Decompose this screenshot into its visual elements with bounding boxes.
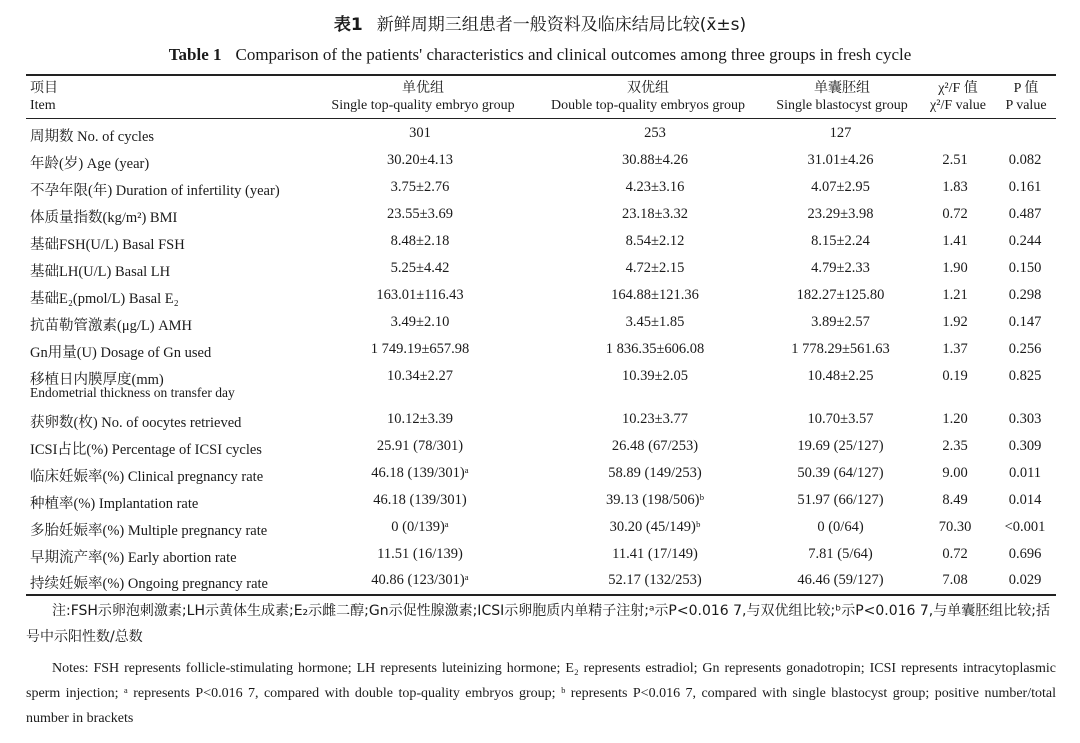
row-p: 0.011 xyxy=(1008,465,1042,481)
row-group2: 39.13 (198/506)ᵇ xyxy=(606,492,704,508)
notes-en: Notes: FSH represents follicle-stimulating hormone; LH represents luteinizing hormone; E₂ represents estradiol; Gn represents gonadotropin; ICSI represents intracytoplasmic sperm injection; ᵃ represents P<0.016 7, compared with double top-quality embryos group; ᵇ represents P<0.016 7, compared with single blastocyst group; positive number/total number in brackets xyxy=(26,661,1056,726)
row-item: Gn用量(U) Dosage of Gn used xyxy=(30,345,212,361)
row-stat: 1.20 xyxy=(942,411,968,427)
table-row xyxy=(0,487,1080,513)
header-group3 xyxy=(762,80,922,114)
row-item: 早期流产率(%) Early abortion rate xyxy=(30,550,237,566)
row-group1: 3.49±2.10 xyxy=(390,314,450,330)
row-group3: 10.48±2.25 xyxy=(807,368,874,384)
table-row xyxy=(0,120,1080,146)
table-row xyxy=(0,541,1080,567)
row-group3: 127 xyxy=(829,125,852,141)
row-p: 0.150 xyxy=(1008,260,1042,276)
row-item: 年龄(岁) Age (year) xyxy=(30,156,150,172)
table-row xyxy=(0,363,1080,403)
table-row xyxy=(0,514,1080,540)
row-group2: 1 836.35±606.08 xyxy=(605,341,705,357)
row-group3: 19.69 (25/127) xyxy=(797,438,884,454)
row-group3: 23.29±3.98 xyxy=(807,206,874,222)
row-group2: 10.39±2.05 xyxy=(622,368,688,384)
table-title-cn xyxy=(0,10,1080,35)
row-group3: 4.07±2.95 xyxy=(811,179,870,195)
row-p: 0.082 xyxy=(1008,152,1042,168)
header-stat xyxy=(922,80,994,114)
table-label-cn: 表1 xyxy=(333,15,363,35)
row-group3: 10.70±3.57 xyxy=(807,411,874,427)
row-group1: 10.34±2.27 xyxy=(387,368,453,384)
row-group2: 11.41 (17/149) xyxy=(612,546,698,562)
header-group1 xyxy=(318,80,528,114)
row-item: 不孕年限(年) Duration of infertility (year) xyxy=(30,183,280,199)
row-p: <0.001 xyxy=(1004,519,1046,535)
row-stat: 1.92 xyxy=(942,314,968,330)
table-title-en xyxy=(0,45,1080,65)
row-group2: 52.17 (132/253) xyxy=(608,572,702,588)
row-stat: 1.37 xyxy=(942,341,968,357)
header-group2-en: Double top-quality embryos group xyxy=(550,98,746,113)
header-stat-en: χ²/F value xyxy=(930,98,986,113)
row-p: 0.298 xyxy=(1008,287,1042,303)
header-stat-cn: χ²/F 值 xyxy=(938,81,978,96)
row-stat: 9.00 xyxy=(942,465,968,481)
row-group1: 1 749.19±657.98 xyxy=(370,341,470,357)
row-group3: 46.46 (59/127) xyxy=(797,572,884,588)
row-p: 0.244 xyxy=(1008,233,1042,249)
header-p xyxy=(996,80,1056,114)
bottom-rule xyxy=(26,594,1056,596)
table-row xyxy=(0,174,1080,200)
row-group3: 0 (0/64) xyxy=(817,519,864,535)
table-row xyxy=(0,147,1080,173)
row-item: 体质量指数(kg/m²) BMI xyxy=(30,210,178,226)
header-p-en: P value xyxy=(1005,98,1047,113)
row-item-line2: Endometrial thickness on transfer day xyxy=(30,385,235,400)
header-p-cn: P 值 xyxy=(1013,81,1039,96)
table-row xyxy=(0,309,1080,335)
header-group3-cn: 单囊胚组 xyxy=(814,81,870,96)
row-group1: 5.25±4.42 xyxy=(390,260,450,276)
row-group2: 164.88±121.36 xyxy=(611,287,699,303)
row-stat: 7.08 xyxy=(942,572,968,588)
header-item-en: Item xyxy=(30,98,56,113)
row-group1: 301 xyxy=(409,125,431,141)
header-group2-cn: 双优组 xyxy=(627,81,669,96)
table-row xyxy=(0,336,1080,362)
row-stat: 70.30 xyxy=(938,519,972,535)
row-group3: 1 778.29±561.63 xyxy=(791,341,890,357)
row-group2: 58.89 (149/253) xyxy=(608,465,702,481)
header-group3-en: Single blastocyst group xyxy=(776,98,908,113)
row-group2: 253 xyxy=(644,125,666,141)
row-group2: 30.88±4.26 xyxy=(622,152,688,168)
row-group3: 182.27±125.80 xyxy=(796,287,885,303)
table-row xyxy=(0,433,1080,459)
row-group2: 8.54±2.12 xyxy=(625,233,685,249)
row-stat: 2.51 xyxy=(942,152,968,168)
table-row xyxy=(0,201,1080,227)
row-p: 0.303 xyxy=(1008,411,1042,427)
table-caption-cn: 新鲜周期三组患者一般资料及临床结局比较(x̄±s) xyxy=(376,15,747,35)
row-group1: 30.20±4.13 xyxy=(387,152,453,168)
header-group1-cn: 单优组 xyxy=(402,81,444,96)
row-stat: 1.90 xyxy=(942,260,968,276)
row-stat: 8.49 xyxy=(942,492,968,508)
header-rule xyxy=(26,118,1056,119)
table-row xyxy=(0,567,1080,593)
row-p: 0.825 xyxy=(1008,368,1042,384)
row-stat: 0.19 xyxy=(942,368,968,384)
row-item: 移植日内膜厚度(mm) xyxy=(30,372,164,388)
row-group2: 10.23±3.77 xyxy=(622,411,688,427)
row-group3: 7.81 (5/64) xyxy=(808,546,873,562)
table-caption-en: Comparison of the patients' characteristics and clinical outcomes among three groups in fresh cycle xyxy=(235,45,912,64)
row-item: 周期数 No. of cycles xyxy=(30,129,155,145)
table-label-en: Table 1 xyxy=(168,45,222,64)
row-item: 持续妊娠率(%) Ongoing pregnancy rate xyxy=(30,576,268,592)
row-stat: 1.83 xyxy=(942,179,968,195)
row-item: ICSI占比(%) Percentage of ICSI cycles xyxy=(30,442,262,458)
row-group2: 26.48 (67/253) xyxy=(611,438,699,454)
table-row xyxy=(0,460,1080,486)
row-group3: 4.79±2.33 xyxy=(811,260,870,276)
row-group1: 46.18 (139/301) xyxy=(373,492,467,508)
row-group1: 163.01±116.43 xyxy=(376,287,464,303)
row-p: 0.029 xyxy=(1008,572,1042,588)
row-group1: 46.18 (139/301)ᵃ xyxy=(371,465,469,481)
notes-cn: 注:FSH示卵泡刺激素;LH示黄体生成素;E₂示雌二醇;Gn示促性腺激素;ICSI示卵胞质内单精子注射;ᵃ示P<0.016 7,与双优组比较;ᵇ示P<0.016 7,与单囊胚组比较;括号中示阳性数/总数 xyxy=(26,603,1050,645)
row-group2: 4.23±3.16 xyxy=(625,179,685,195)
row-p: 0.161 xyxy=(1008,179,1042,195)
row-group3: 51.97 (66/127) xyxy=(797,492,884,508)
row-p: 0.147 xyxy=(1008,314,1042,330)
row-group1: 10.12±3.39 xyxy=(387,411,453,427)
row-group1: 3.75±2.76 xyxy=(390,179,450,195)
row-group2: 3.45±1.85 xyxy=(625,314,685,330)
row-group1: 11.51 (16/139) xyxy=(377,546,463,562)
row-group2: 23.18±3.32 xyxy=(622,206,688,222)
row-stat: 1.21 xyxy=(942,287,968,303)
row-group1: 23.55±3.69 xyxy=(387,206,453,222)
row-item: 获卵数(枚) No. of oocytes retrieved xyxy=(30,415,242,431)
row-stat: 1.41 xyxy=(942,233,968,249)
row-group2: 30.20 (45/149)ᵇ xyxy=(609,519,701,535)
row-group3: 31.01±4.26 xyxy=(807,152,874,168)
row-group1: 25.91 (78/301) xyxy=(376,438,464,454)
row-group1: 40.86 (123/301)ᵃ xyxy=(371,572,469,588)
row-item: 临床妊娠率(%) Clinical pregnancy rate xyxy=(30,469,264,485)
row-p: 0.256 xyxy=(1008,341,1042,357)
row-stat: 0.72 xyxy=(942,206,968,222)
row-item: 种植率(%) Implantation rate xyxy=(30,496,199,512)
row-group2: 4.72±2.15 xyxy=(625,260,685,276)
row-group1: 8.48±2.18 xyxy=(390,233,450,249)
header-item xyxy=(30,80,58,114)
row-p: 0.487 xyxy=(1008,206,1042,222)
header-group2 xyxy=(538,80,758,114)
table-row xyxy=(0,255,1080,281)
top-rule xyxy=(26,74,1056,76)
table-row xyxy=(0,228,1080,254)
table-row xyxy=(0,282,1080,308)
row-item: 基础E₂(pmol/L) Basal E₂ xyxy=(30,291,179,307)
row-stat: 0.72 xyxy=(942,546,968,562)
row-group3: 8.15±2.24 xyxy=(811,233,870,249)
row-p: 0.014 xyxy=(1008,492,1042,508)
row-group1: 0 (0/139)ᵃ xyxy=(391,519,449,535)
row-item: 基础LH(U/L) Basal LH xyxy=(30,264,171,280)
row-p: 0.696 xyxy=(1008,546,1042,562)
row-stat: 2.35 xyxy=(942,438,968,454)
row-item: 基础FSH(U/L) Basal FSH xyxy=(30,237,185,253)
row-group3: 50.39 (64/127) xyxy=(797,465,884,481)
header-group1-en: Single top-quality embryo group xyxy=(331,98,515,113)
row-item: 多胎妊娠率(%) Multiple pregnancy rate xyxy=(30,523,268,539)
header-item-cn: 项目 xyxy=(30,81,58,96)
table-row xyxy=(0,406,1080,432)
row-item: 抗苗勒管激素(μg/L) AMH xyxy=(30,318,193,334)
row-p: 0.309 xyxy=(1008,438,1042,454)
row-group3: 3.89±2.57 xyxy=(811,314,870,330)
